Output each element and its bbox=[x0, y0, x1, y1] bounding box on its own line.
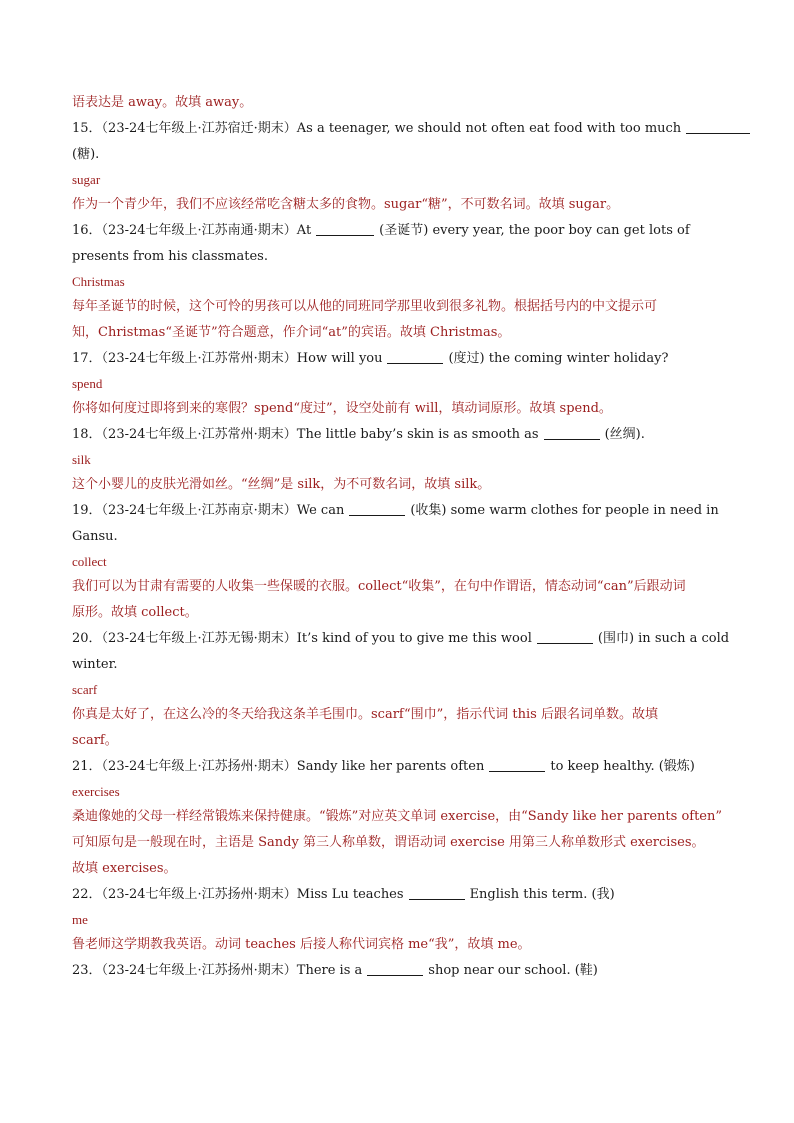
explanation-19-cont: 原形。故填 collect。 bbox=[72, 605, 198, 620]
explanation-21-end: 故填 exercises。 bbox=[72, 861, 177, 876]
question-15 bbox=[72, 116, 722, 142]
answer-17: spend bbox=[72, 376, 103, 391]
explanation-16: 每年圣诞节的时候，这个可怜的男孩可以从他的同班同学那里收到很多礼物。根据括号内的中文提示可 bbox=[72, 299, 658, 314]
answer-15: sugar bbox=[72, 172, 101, 187]
question-15-cont: (糖). bbox=[72, 147, 100, 162]
explanation-14-end: 语表达是 away。故填 away。 bbox=[72, 95, 253, 110]
answer-blank bbox=[489, 757, 545, 772]
explanation-19: 我们可以为甘肃有需要的人收集一些保暖的衣服。collect“收集”，在句中作谓语，情态动词“can”后跟动词 bbox=[72, 579, 686, 594]
document-page bbox=[72, 90, 730, 984]
question-21-text-2: to keep healthy. (锻炼) bbox=[550, 759, 695, 774]
answer-blank bbox=[537, 629, 593, 644]
answer-blank bbox=[316, 221, 374, 236]
question-20-cont: winter. bbox=[72, 657, 118, 672]
question-19-cont: Gansu. bbox=[72, 529, 118, 544]
question-16 bbox=[72, 218, 722, 244]
question-22-text-2: English this term. (我) bbox=[469, 887, 615, 902]
answer-16: Christmas bbox=[72, 274, 125, 289]
answer-blank bbox=[367, 961, 423, 976]
answer-21: exercises bbox=[72, 784, 120, 799]
question-23 bbox=[72, 958, 722, 984]
answer-blank bbox=[686, 119, 750, 134]
question-21-text: 21．（23-24七年级上·江苏扬州·期末）Sandy like her parents often bbox=[72, 759, 485, 774]
explanation-20-cont: scarf。 bbox=[72, 733, 118, 748]
question-19 bbox=[72, 498, 722, 524]
question-18 bbox=[72, 422, 722, 448]
question-17 bbox=[72, 346, 722, 372]
explanation-15: 作为一个青少年，我们不应该经常吃含糖太多的食物。sugar“糖”，不可数名词。故填 sugar。 bbox=[72, 197, 620, 212]
question-18-text-2: (丝绸). bbox=[604, 427, 645, 442]
question-17-text-2: (度过) the coming winter holiday? bbox=[448, 351, 669, 366]
question-20-text: 20．（23-24七年级上·江苏无锡·期末）It’s kind of you to give me this wool bbox=[72, 631, 532, 646]
question-18-text: 18．（23-24七年级上·江苏常州·期末）The little baby’s skin is as smooth as bbox=[72, 427, 539, 442]
answer-blank bbox=[544, 425, 600, 440]
answer-20: scarf bbox=[72, 682, 98, 697]
question-23-text-2: shop near our school. (鞋) bbox=[428, 963, 598, 978]
question-22 bbox=[72, 882, 722, 908]
explanation-21: 桑迪像她的父母一样经常锻炼来保持健康。“锻炼”对应英文单词 exercise，由“Sandy like her parents often” bbox=[72, 809, 723, 824]
answer-blank bbox=[387, 349, 443, 364]
explanation-16-cont: 知，Christmas“圣诞节”符合题意，作介词“at”的宾语。故填 Christmas。 bbox=[72, 325, 511, 340]
explanation-17: 你将如何度过即将到来的寒假？spend“度过”，设空处前有 will，填动词原形。故填 spend。 bbox=[72, 401, 612, 416]
question-22-text: 22．（23-24七年级上·江苏扬州·期末）Miss Lu teaches bbox=[72, 887, 404, 902]
question-19-text-2: (收集) some warm clothes for people in need in bbox=[410, 503, 719, 518]
question-15-text: 15．（23-24七年级上·江苏宿迁·期末）As a teenager, we should not often eat food with too much bbox=[72, 121, 682, 136]
answer-18: silk bbox=[72, 452, 91, 467]
question-16-text: 16．（23-24七年级上·江苏南通·期末）At bbox=[72, 223, 312, 238]
explanation-18: 这个小婴儿的皮肤光滑如丝。“丝绸”是 silk，为不可数名词，故填 silk。 bbox=[72, 477, 491, 492]
question-21 bbox=[72, 754, 722, 780]
answer-22: me bbox=[72, 912, 88, 927]
question-16-text-2: (圣诞节) every year, the poor boy can get lots of bbox=[379, 223, 690, 238]
question-20 bbox=[72, 626, 730, 652]
question-20-text-2: (围巾) in such a cold bbox=[597, 631, 730, 646]
explanation-22: 鲁老师这学期教我英语。动词 teaches 后接人称代词宾格 me“我”，故填 me。 bbox=[72, 937, 531, 952]
answer-blank bbox=[349, 501, 405, 516]
question-17-text: 17．（23-24七年级上·江苏常州·期末）How will you bbox=[72, 351, 383, 366]
question-16-cont: presents from his classmates. bbox=[72, 249, 268, 264]
explanation-21-cont: 可知原句是一般现在时，主语是 Sandy 第三人称单数，谓语动词 exercise 用第三人称单数形式 exercises。 bbox=[72, 835, 705, 850]
question-19-text: 19．（23-24七年级上·江苏南京·期末）We can bbox=[72, 503, 345, 518]
question-23-text: 23．（23-24七年级上·江苏扬州·期末）There is a bbox=[72, 963, 363, 978]
answer-19: collect bbox=[72, 554, 107, 569]
explanation-20: 你真是太好了，在这么冷的冬天给我这条羊毛围巾。scarf“围巾”，指示代词 this 后跟名词单数。故填 bbox=[72, 707, 658, 722]
answer-blank bbox=[409, 885, 465, 900]
